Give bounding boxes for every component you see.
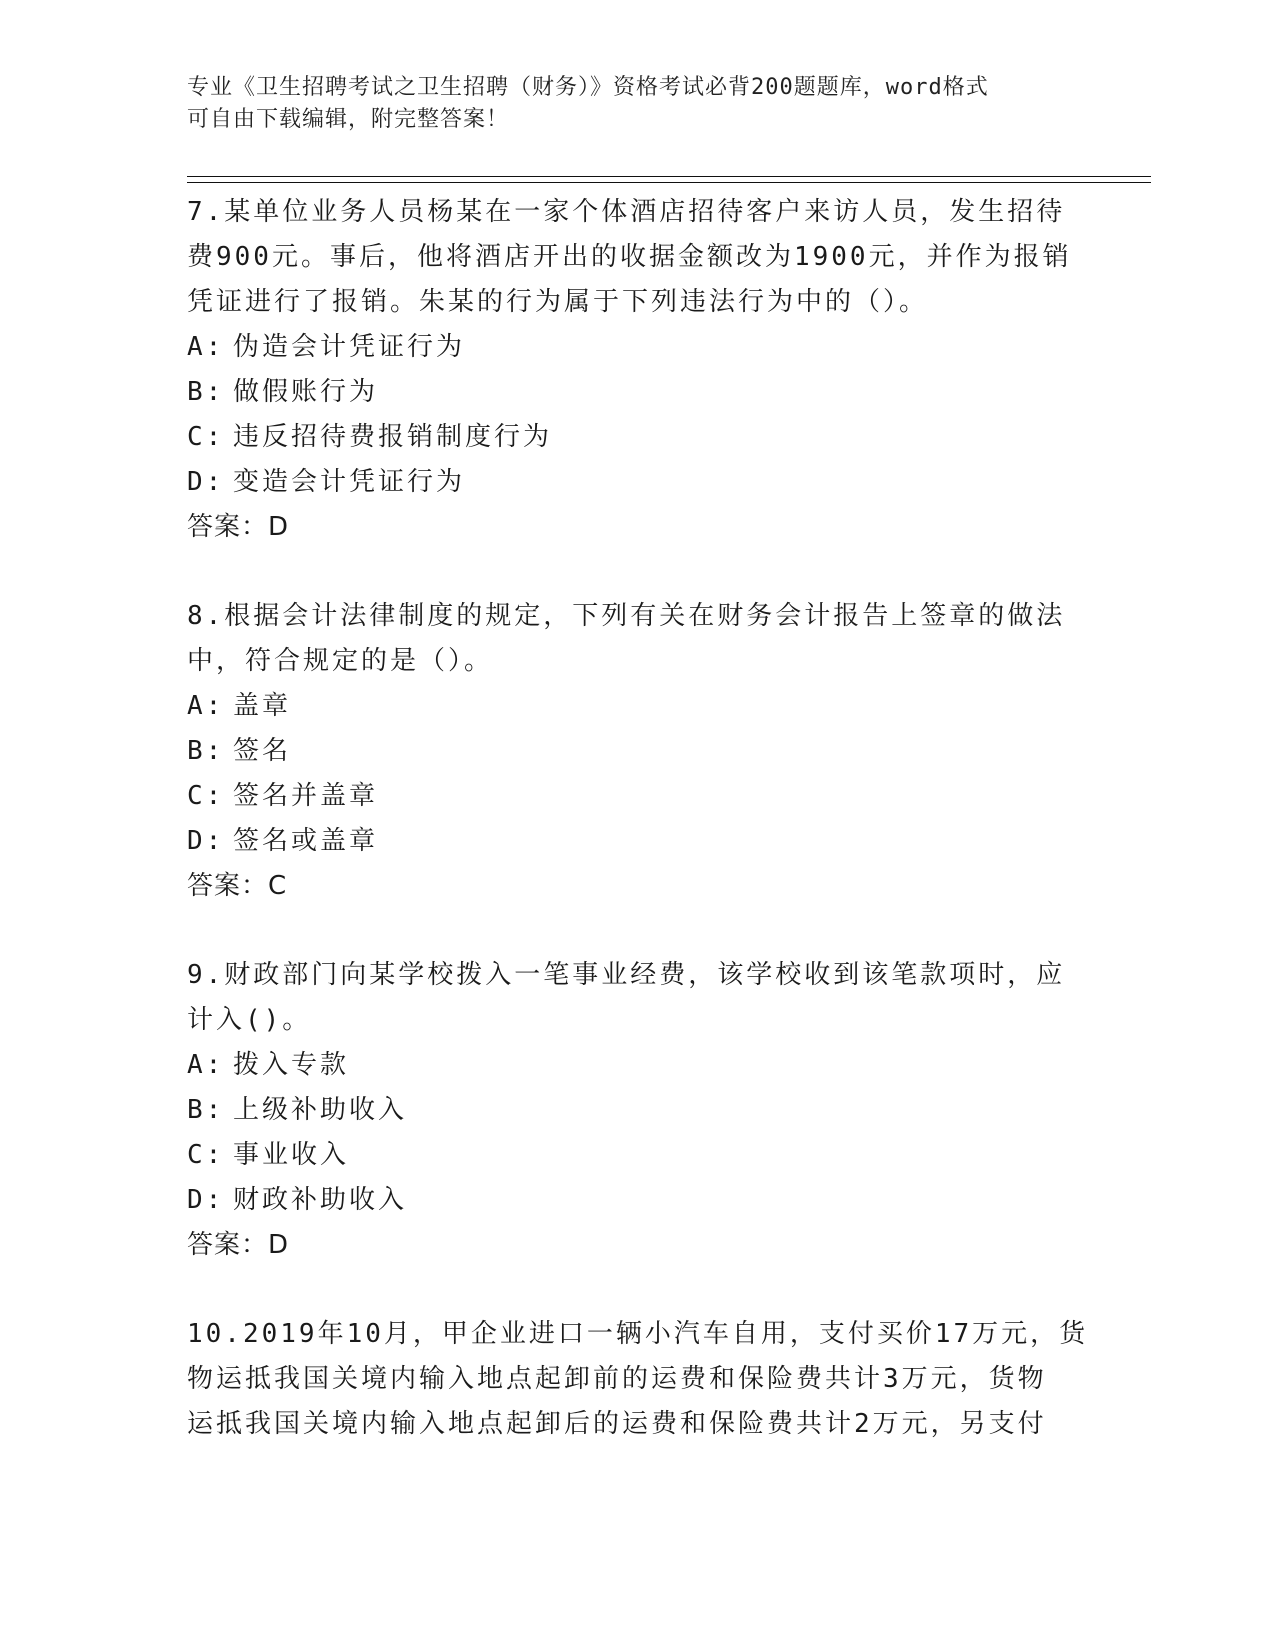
option-key: B: (187, 1095, 225, 1125)
answer-line: 答案：C (187, 871, 288, 901)
question-8 (187, 594, 1087, 909)
question-9 (187, 953, 1087, 1268)
option-text: 签名并盖章 (233, 781, 379, 811)
question-text-line: 物运抵我国关境内输入地点起卸前的运费和保险费共计3万元，货物 (187, 1364, 1047, 1394)
answer-line: 答案：D (187, 512, 290, 542)
question-spacer (187, 550, 1087, 594)
option-b (187, 1088, 1087, 1133)
option-a (187, 1043, 1087, 1088)
question-text-line: 7.某单位业务人员杨某在一家个体酒店招待客户来访人员，发生招待 (187, 197, 1066, 227)
header-title-line-2: 可自由下载编辑，附完整答案！ (187, 107, 510, 132)
option-b (187, 370, 1087, 415)
option-a (187, 684, 1087, 729)
option-text: 违反招待费报销制度行为 (233, 422, 553, 452)
header-divider-top (187, 176, 1151, 177)
option-text: 盖章 (233, 691, 292, 721)
option-d (187, 460, 1087, 505)
question-text-line: 计入()。 (187, 1005, 312, 1035)
option-text: 做假账行为 (233, 377, 379, 407)
option-d (187, 1178, 1087, 1223)
option-key: D: (187, 1185, 225, 1215)
option-d (187, 819, 1087, 864)
answer-line: 答案：D (187, 1230, 290, 1260)
option-text: 事业收入 (233, 1140, 350, 1170)
question-text-line: 8.根据会计法律制度的规定，下列有关在财务会计报告上签章的做法 (187, 601, 1066, 631)
option-text: 变造会计凭证行为 (233, 467, 466, 497)
option-key: D: (187, 467, 225, 497)
question-text-line: 运抵我国关境内输入地点起卸后的运费和保险费共计2万元，另支付 (187, 1409, 1047, 1439)
question-text-line: 费900元。事后，他将酒店开出的收据金额改为1900元，并作为报销 (187, 242, 1072, 272)
question-text-line: 凭证进行了报销。朱某的行为属于下列违法行为中的（）。 (187, 287, 929, 317)
option-b (187, 729, 1087, 774)
option-text: 财政补助收入 (233, 1185, 408, 1215)
option-key: C: (187, 1140, 225, 1170)
option-key: D: (187, 826, 225, 856)
option-a (187, 325, 1087, 370)
option-c (187, 415, 1087, 460)
option-text: 签名或盖章 (233, 826, 379, 856)
question-text-line: 9.财政部门向某学校拨入一笔事业经费，该学校收到该笔款项时，应 (187, 960, 1066, 990)
option-c (187, 774, 1087, 819)
option-text: 上级补助收入 (233, 1095, 408, 1125)
question-list (187, 190, 1087, 1447)
header-title-line-1: 专业《卫生招聘考试之卫生招聘（财务）》资格考试必背200题题库，word格式 (187, 75, 989, 100)
option-text: 签名 (233, 736, 292, 766)
document-header (187, 72, 1087, 136)
option-key: A: (187, 332, 225, 362)
option-key: B: (187, 377, 225, 407)
question-spacer (187, 909, 1087, 953)
option-text: 拨入专款 (233, 1050, 350, 1080)
question-10 (187, 1312, 1087, 1447)
option-key: A: (187, 691, 225, 721)
question-7 (187, 190, 1087, 550)
header-divider-bottom (187, 182, 1151, 183)
option-key: B: (187, 736, 225, 766)
question-spacer (187, 1268, 1087, 1312)
option-key: C: (187, 422, 225, 452)
option-key: C: (187, 781, 225, 811)
question-text-line: 10.2019年10月，甲企业进口一辆小汽车自用，支付买价17万元，货 (187, 1319, 1089, 1349)
question-text-line: 中，符合规定的是（）。 (187, 646, 494, 676)
option-text: 伪造会计凭证行为 (233, 332, 466, 362)
option-c (187, 1133, 1087, 1178)
option-key: A: (187, 1050, 225, 1080)
